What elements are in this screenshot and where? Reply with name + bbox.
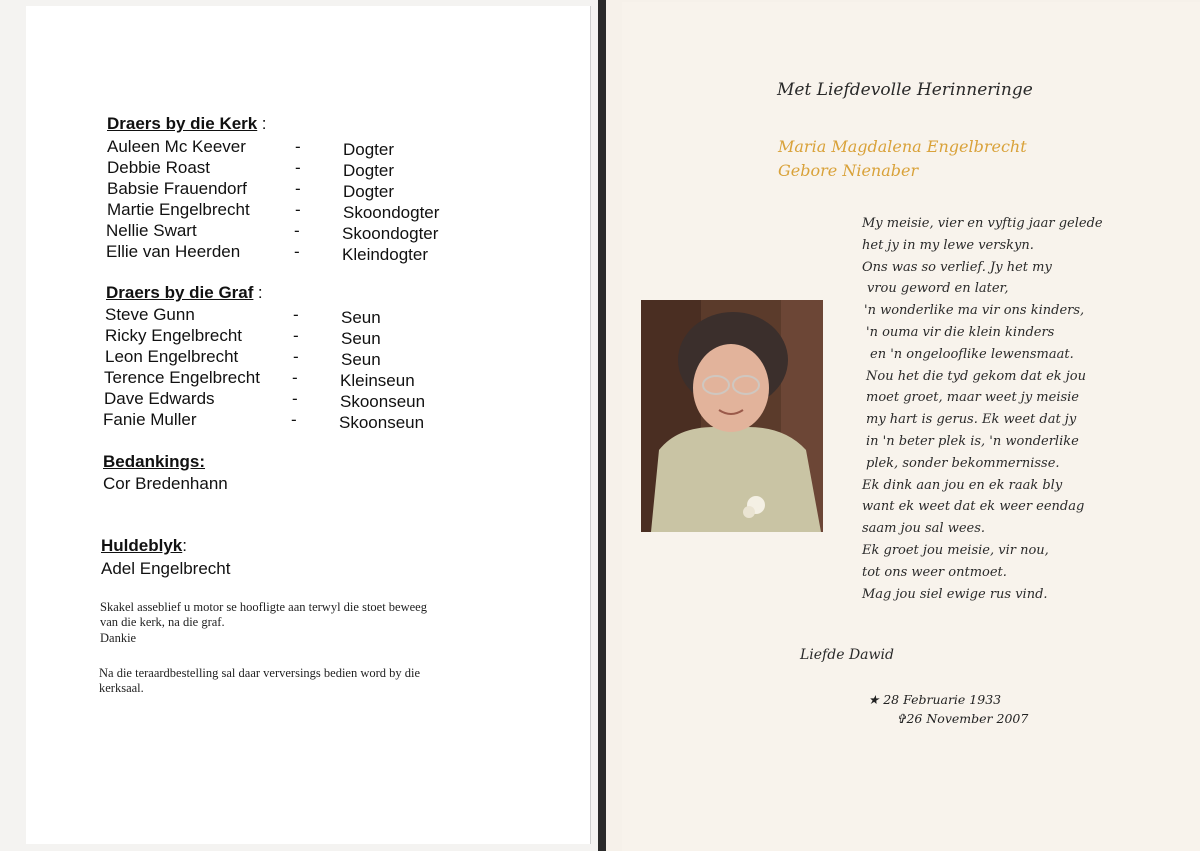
- bearer-name: Ricky Engelbrecht: [105, 326, 243, 345]
- birth-date: 28 Februarie 1933: [883, 692, 1002, 707]
- dash: -: [293, 305, 299, 324]
- bearer-name: Leon Engelbrecht: [105, 347, 239, 366]
- poem-line: Nou het die tyd gekom dat ek jou: [866, 368, 1086, 384]
- poem-line: 'n ouma vir die klein kinders: [866, 324, 1055, 340]
- dash: -: [295, 137, 301, 156]
- note-line: Na die teraardbestelling sal daar verversings bedien word by die: [99, 666, 421, 680]
- right-page-sheet: [622, 2, 1200, 851]
- relation: Seun: [341, 350, 381, 369]
- relation: Skoonseun: [340, 392, 426, 411]
- bearer-name: Babsie Frauendorf: [107, 179, 247, 198]
- portrait-photo: [641, 300, 823, 532]
- dash: -: [295, 158, 301, 177]
- relation: Dogter: [343, 182, 395, 201]
- relation: Kleindogter: [342, 245, 429, 264]
- tribute-name: Adel Engelbrecht: [101, 559, 231, 578]
- bearer-name: Terence Engelbrecht: [104, 368, 260, 387]
- note-line: kerksaal.: [99, 681, 144, 695]
- dash: -: [294, 221, 300, 240]
- poem-line: Ek dink aan jou en ek raak bly: [862, 477, 1063, 493]
- poem-line: en 'n ongelooflike lewensmaat.: [870, 346, 1074, 362]
- note-line: Dankie: [100, 631, 137, 645]
- section-colon: :: [261, 114, 267, 133]
- dash: -: [294, 242, 300, 261]
- bearer-name: Steve Gunn: [105, 305, 195, 324]
- deceased-name: [778, 135, 1027, 183]
- maiden-name-line: Gebore Nienaber: [778, 161, 919, 180]
- poem-line: Mag jou siel ewige rus vind.: [862, 586, 1048, 602]
- deceased-name-line1: Maria Magdalena Engelbrecht: [778, 137, 1027, 156]
- poem-line: tot ons weer ontmoet.: [862, 564, 1007, 580]
- bearer-name: Debbie Roast: [107, 158, 211, 177]
- poem-line: plek, sonder bekommernisse.: [866, 455, 1060, 471]
- birth-date-line: [868, 692, 1001, 707]
- poem-line: Ons was so verlief. Jy het my: [862, 259, 1052, 275]
- relation: Seun: [341, 329, 381, 348]
- relation: Skoondogter: [343, 203, 440, 222]
- section-draers-kerk-heading: [107, 114, 266, 134]
- relation: Skoondogter: [342, 224, 439, 243]
- dash: -: [291, 410, 297, 429]
- section-title: Draers by die Graf: [106, 283, 254, 302]
- poem-line: Ek groet jou meisie, vir nou,: [862, 542, 1049, 558]
- poem-line: 'n wonderlike ma vir ons kinders,: [864, 303, 1085, 319]
- dash: -: [295, 179, 301, 198]
- poem-line: my hart is gerus. Ek weet dat jy: [866, 412, 1077, 428]
- bearer-name: Auleen Mc Keever: [107, 137, 246, 156]
- left-page-sheet: [26, 6, 591, 844]
- cross-icon: ✞: [896, 711, 907, 726]
- memorial-heading: Met Liefdevolle Herinneringe: [777, 80, 1033, 100]
- section-title: Huldeblyk: [101, 536, 183, 555]
- bearer-name: Fanie Muller: [103, 410, 197, 429]
- relation: Dogter: [343, 161, 395, 180]
- bearer-name: Ellie van Heerden: [106, 242, 241, 261]
- section-draers-graf-heading: [106, 283, 263, 303]
- section-colon: :: [257, 283, 263, 302]
- dash: -: [293, 347, 299, 366]
- signature: Liefde Dawid: [800, 647, 894, 663]
- section-colon: :: [182, 536, 187, 555]
- poem-line: moet groet, maar weet jy meisie: [866, 390, 1080, 406]
- bearer-name: Nellie Swart: [106, 221, 197, 240]
- death-date-line: [896, 711, 1028, 726]
- relation: Skoonseun: [339, 413, 425, 432]
- poem-line: in 'n beter plek is, 'n wonderlike: [866, 433, 1079, 449]
- section-huldeblyk-heading: [101, 536, 187, 556]
- thanks-name: Cor Bredenhann: [103, 474, 228, 493]
- dash: -: [295, 200, 301, 219]
- poem: [862, 213, 1103, 605]
- left-page: [0, 0, 598, 851]
- poem-line: het jy in my lewe verskyn.: [862, 237, 1034, 253]
- portrait-illustration: [641, 300, 823, 532]
- note-line: Skakel asseblief u motor se hoofligte aan terwyl die stoet beweeg: [100, 600, 427, 614]
- right-page: [606, 0, 1200, 851]
- poem-line: My meisie, vier en vyftig jaar gelede: [862, 216, 1103, 231]
- bearer-name: Dave Edwards: [104, 389, 215, 408]
- dash: -: [292, 389, 298, 408]
- relation: Kleinseun: [340, 371, 415, 390]
- note-line: van die kerk, na die graf.: [100, 615, 225, 629]
- relation: Dogter: [343, 140, 395, 159]
- section-title: Draers by die Kerk: [107, 114, 258, 133]
- section-bedankings-heading: [103, 452, 205, 472]
- poem-line: vrou geword en later,: [867, 281, 1009, 297]
- relation: Seun: [341, 308, 381, 327]
- death-date: 26 November 2007: [906, 711, 1029, 726]
- book-gutter: [598, 0, 606, 851]
- poem-line: saam jou sal wees.: [862, 521, 986, 537]
- bearer-name: Martie Engelbrecht: [107, 200, 250, 219]
- star-icon: ★: [868, 692, 880, 707]
- poem-line: want ek weet dat ek weer eendag: [862, 499, 1085, 515]
- dash: -: [292, 368, 298, 387]
- dash: -: [293, 326, 299, 345]
- section-title: Bedankings:: [103, 452, 206, 471]
